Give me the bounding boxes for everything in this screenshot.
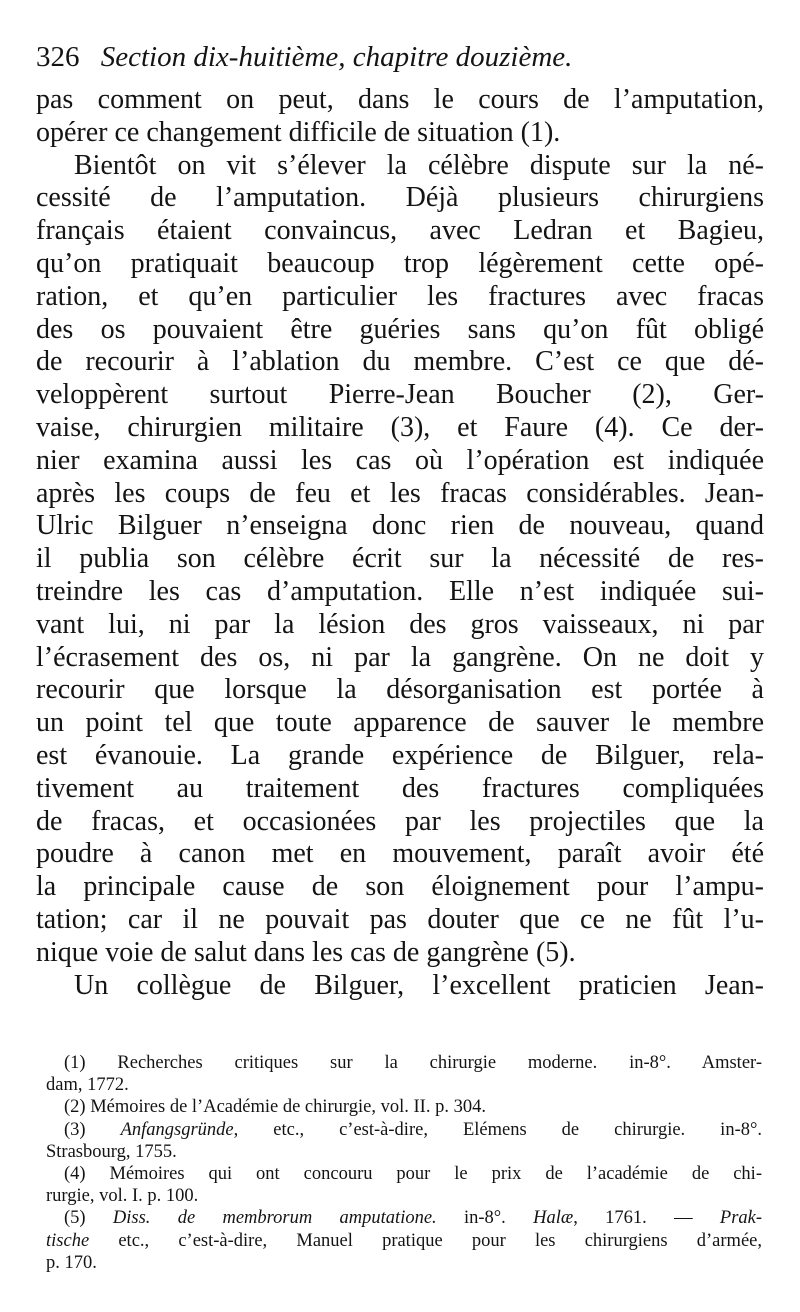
text-line: tation; car il ne pouvait pas douter que ce ne fût l’u-: [36, 903, 764, 935]
footnote-text: etc., c’est-à-dire, Manuel pratique pour les chirurgiens d’armée,: [89, 1230, 762, 1251]
footnote-number: (5): [64, 1208, 86, 1229]
footnote-2: [46, 1096, 762, 1118]
footnote-line: rurgie, vol. I. p. 100.: [46, 1186, 199, 1207]
footnote-text: , 1761. —: [573, 1208, 720, 1229]
text-line: qu’on pratiquait beaucoup trop légèrement cette opé-: [36, 247, 764, 279]
text-line: vant lui, ni par la lésion des gros vaisseaux, ni par: [36, 608, 764, 640]
text-line: pas comment on peut, dans le cours de l’amputation,: [36, 84, 764, 115]
footnote-text: in-8°.: [436, 1208, 534, 1229]
text-line: Un collègue de Bilguer, l’excellent praticien Jean-: [74, 969, 764, 1001]
text-line: après les coups de feu et les fracas considérables. Jean-: [36, 477, 764, 509]
text-line: vaise, chirurgien militaire (3), et Faure (4). Ce der-: [36, 411, 764, 443]
footnote-5: [46, 1207, 762, 1274]
text-line: Bientôt on vit s’élever la célèbre dispute sur la né-: [74, 149, 764, 181]
footnotes: [46, 1052, 762, 1274]
text-line: de fracas, et occasionées par les projectiles que la: [36, 805, 764, 837]
text-line: est évanouie. La grande expérience de Bilguer, rela-: [36, 739, 764, 771]
text-line: recourir que lorsque la désorganisation est portée à: [36, 674, 764, 706]
running-head-title: Section dix-huitième, chapitre douzième.: [100, 41, 573, 73]
text-line: nier examina aussi les cas où l’opération est indiquée: [36, 444, 764, 476]
footnote-text: , etc., c’est-à-dire, Elémens de chirurgie. in-8°.: [233, 1119, 762, 1140]
footnote-line: (4) Mémoires qui ont concouru pour le prix de l’académie de chi-: [64, 1164, 762, 1185]
footnote-place: Halæ: [533, 1208, 574, 1229]
footnote-line: Strasbourg, 1755.: [46, 1141, 177, 1162]
text-line: ration, et qu’en particulier les fractures avec fracas: [36, 280, 764, 312]
footnote-line: [46, 1230, 762, 1252]
text-line: nique voie de salut dans les cas de gangrène (5).: [36, 936, 576, 968]
footnote-4: [46, 1163, 762, 1207]
footnote-line: (2) Mémoires de l’Académie de chirurgie, vol. II. p. 304.: [64, 1097, 486, 1118]
text-line: de recourir à l’ablation du membre. C’est ce que dé-: [36, 346, 764, 378]
text-line: opérer ce changement difficile de situation (1).: [36, 116, 561, 148]
text-line: tivement au traitement des fractures compliquées: [36, 772, 764, 804]
footnote-line: (1) Recherches critiques sur la chirurgie moderne. in-8°. Amster-: [64, 1053, 762, 1073]
text-line: poudre à canon met en mouvement, paraît avoir été: [36, 838, 764, 870]
footnote-3: [46, 1119, 762, 1163]
text-line: un point tel que toute apparence de sauver le membre: [36, 707, 764, 739]
text-line: cessité de l’amputation. Déjà plusieurs chirurgiens: [36, 182, 764, 214]
book-page: [36, 38, 764, 1002]
footnote-line: dam, 1772.: [46, 1075, 129, 1096]
text-line: veloppèrent surtout Pierre-Jean Boucher (2), Ger-: [36, 379, 764, 411]
footnote-title: Anfangsgründe: [120, 1119, 234, 1140]
footnote-title: tische: [46, 1230, 90, 1251]
text-line: la principale cause de son éloignement pour l’ampu-: [36, 871, 764, 903]
footnote-title: Prak-: [719, 1208, 762, 1229]
footnote-title: Diss. de membrorum amputatione.: [112, 1208, 437, 1229]
footnote-line: p. 170.: [46, 1252, 97, 1273]
footnote-number: (3): [64, 1119, 86, 1140]
footnote-line: [46, 1207, 762, 1229]
footnote-1: [46, 1052, 762, 1096]
text-line: des os pouvaient être guéries sans qu’on fût obligé: [36, 313, 764, 345]
footnote-line: [46, 1119, 762, 1141]
text-line: l’écrasement des os, ni par la gangrène. On ne doit y: [36, 641, 764, 673]
text-line: treindre les cas d’amputation. Elle n’est indiquée sui-: [36, 575, 764, 607]
page-number: 326: [36, 41, 80, 73]
body-text: [36, 84, 764, 1002]
running-head: [36, 38, 764, 84]
text-line: français étaient convaincus, avec Ledran et Bagieu,: [36, 215, 764, 247]
text-line: il publia son célèbre écrit sur la nécessité de res-: [36, 543, 764, 575]
text-line: Ulric Bilguer n’enseigna donc rien de nouveau, quand: [36, 510, 764, 542]
